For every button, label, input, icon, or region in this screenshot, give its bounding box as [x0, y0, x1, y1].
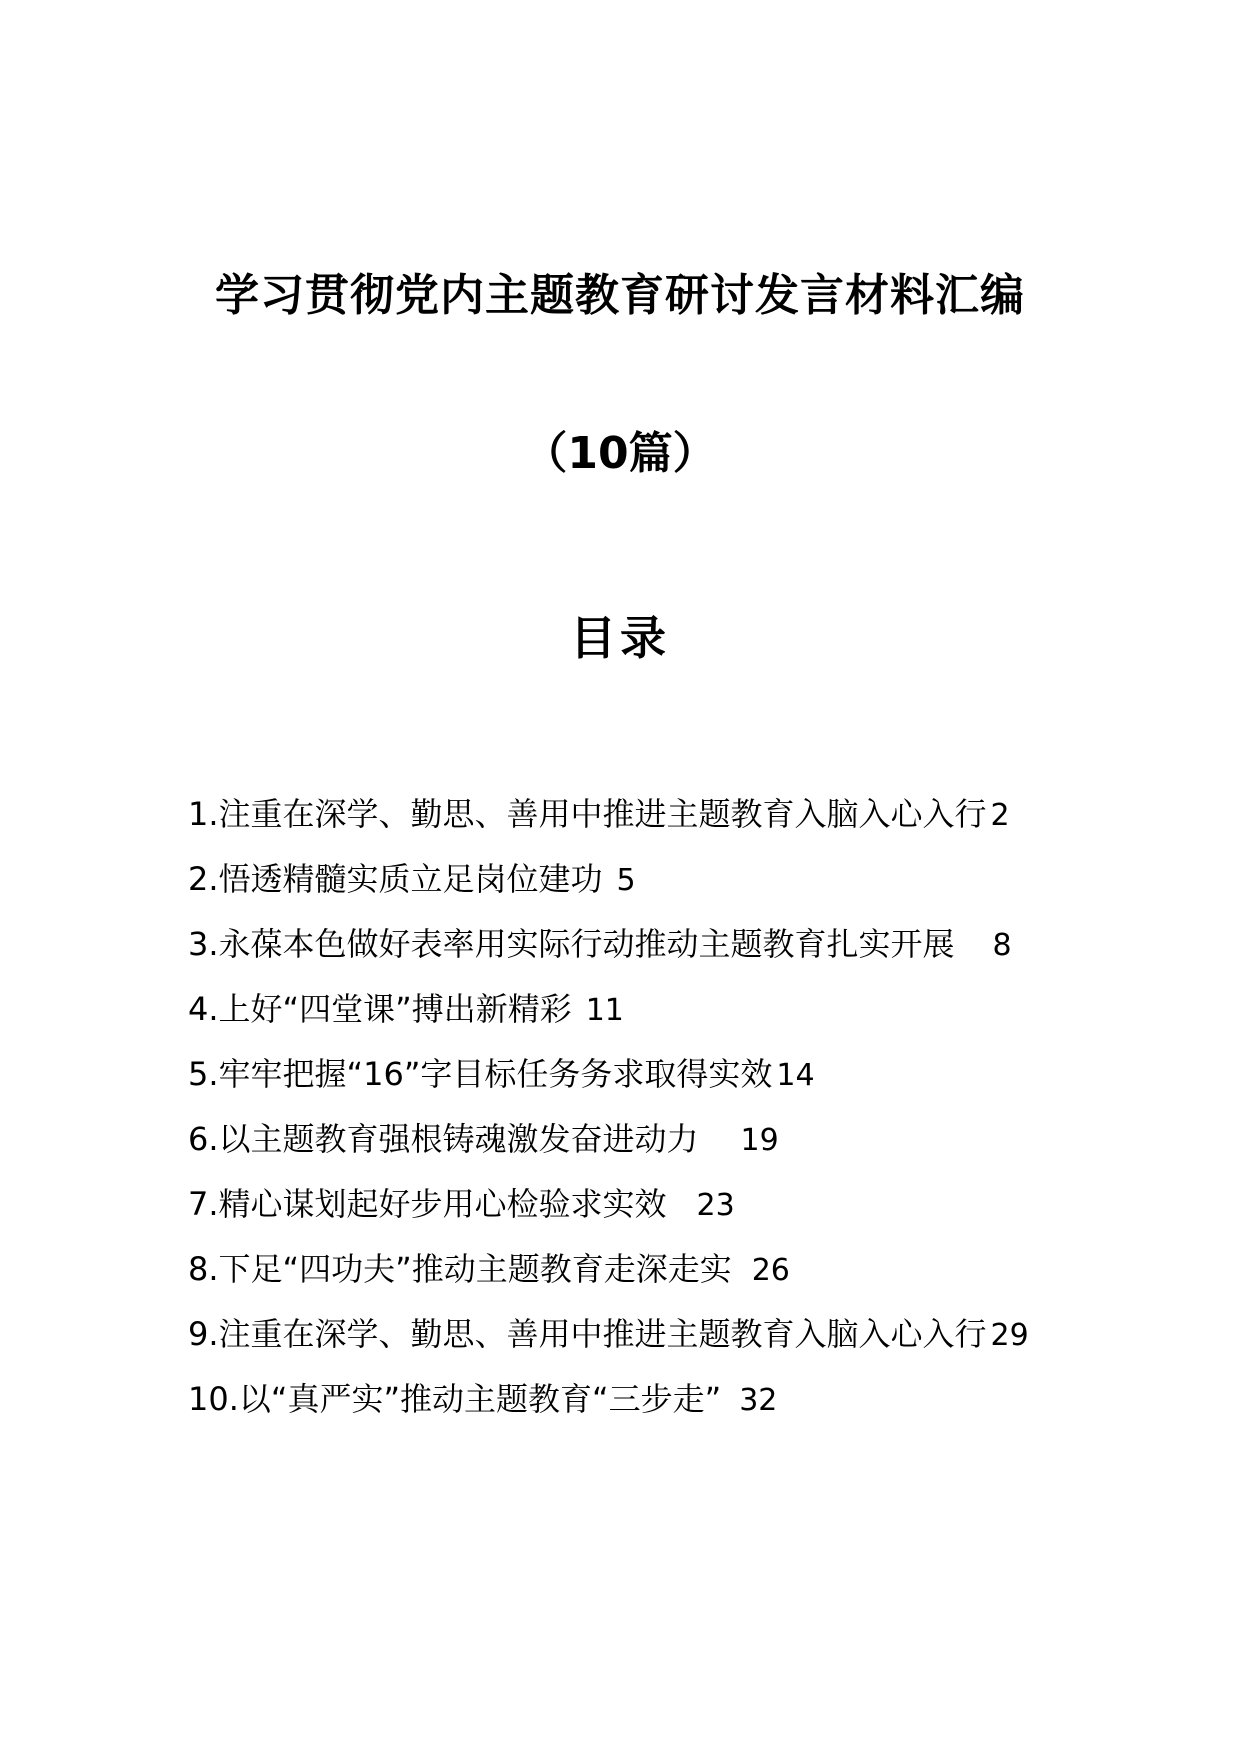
- toc-item-10[interactable]: [188, 1377, 1088, 1442]
- toc-item-2[interactable]: [188, 857, 1088, 922]
- toc-item-page: 14: [776, 1058, 815, 1093]
- toc-item-text: 10.以“真严实”推动主题教育“三步走”: [188, 1380, 722, 1418]
- toc-item-text: 6.以主题教育强根铸魂激发奋进动力: [188, 1120, 699, 1158]
- toc-item-1[interactable]: [188, 792, 1088, 857]
- toc-item-text: 1.注重在深学、勤思、善用中推进主题教育入脑入心入行: [188, 795, 987, 833]
- table-of-contents: [188, 792, 1088, 1442]
- toc-item-text: 8.下足“四功夫”推动主题教育走深走实: [188, 1250, 732, 1288]
- toc-item-text: 3.永葆本色做好表率用实际行动推动主题教育扎实开展: [188, 925, 955, 963]
- document-title: 学习贯彻党内主题教育研讨发言材料汇编: [215, 270, 1025, 321]
- toc-item-page: 19: [740, 1123, 779, 1158]
- toc-item-5[interactable]: [188, 1052, 1088, 1117]
- toc-item-4[interactable]: [188, 987, 1088, 1052]
- toc-item-7[interactable]: [188, 1182, 1088, 1247]
- toc-item-page: 23: [696, 1188, 735, 1223]
- toc-item-page: 26: [751, 1253, 790, 1288]
- toc-item-page: 32: [739, 1383, 778, 1418]
- toc-item-text: 2.悟透精髓实质立足岗位建功: [188, 860, 603, 898]
- document-subtitle: （10篇）: [523, 428, 717, 479]
- toc-heading: 目录: [570, 611, 670, 665]
- toc-item-text: 4.上好“四堂课”搏出新精彩: [188, 990, 572, 1028]
- toc-item-page: 5: [616, 863, 636, 898]
- toc-item-text: 5.牢牢把握“16”字目标任务务求取得实效: [188, 1055, 773, 1093]
- toc-item-text: 7.精心谋划起好步用心检验求实效: [188, 1185, 667, 1223]
- toc-item-9[interactable]: [188, 1312, 1088, 1377]
- toc-item-6[interactable]: [188, 1117, 1088, 1182]
- toc-item-3[interactable]: [188, 922, 1088, 987]
- toc-item-text: 9.注重在深学、勤思、善用中推进主题教育入脑入心入行: [188, 1315, 987, 1353]
- toc-item-page: 29: [990, 1318, 1029, 1353]
- toc-item-page: 8: [992, 928, 1012, 963]
- toc-item-page: 11: [585, 993, 624, 1028]
- toc-item-page: 2: [990, 798, 1010, 833]
- toc-item-8[interactable]: [188, 1247, 1088, 1312]
